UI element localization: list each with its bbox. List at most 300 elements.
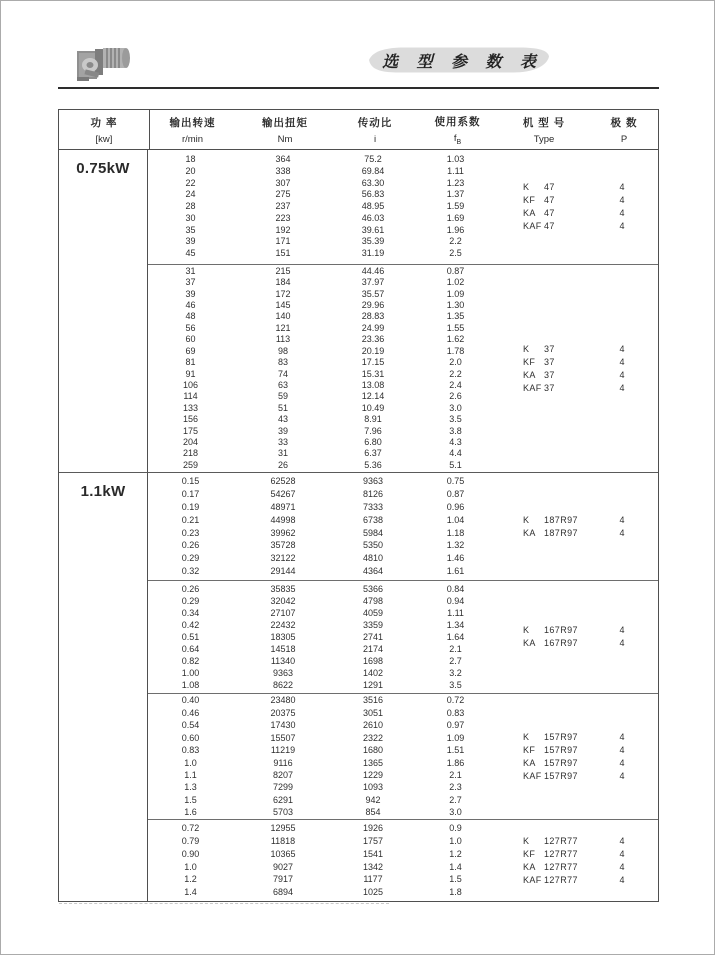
factor-value: 1.96: [446, 224, 465, 235]
torque-value: 83: [277, 357, 288, 368]
model-size: 127R77: [544, 861, 578, 872]
ratio-value: 28.83: [361, 311, 385, 322]
ratio-value: 6.80: [364, 436, 382, 447]
model-prefix: KF: [523, 356, 536, 367]
torque-value: 74: [277, 368, 288, 379]
pole-column: [586, 473, 658, 580]
ratio-value: 29.96: [361, 300, 385, 311]
speed-value: 91: [185, 368, 196, 379]
speed-value: 1.0: [184, 757, 197, 768]
ratio-value: 39.61: [361, 224, 385, 235]
speed-value: 0.15: [181, 476, 200, 487]
model-name: [523, 624, 578, 637]
factor-value: 0.72: [446, 695, 465, 706]
ratio-value: 3359: [362, 620, 384, 630]
table-group: [148, 150, 658, 264]
torque-value: 35728: [270, 540, 296, 551]
factor-value: 0.97: [446, 720, 465, 731]
torque-value: 59: [277, 391, 288, 402]
model-size: 47: [544, 221, 555, 231]
speed-column: [148, 265, 233, 472]
power-section: [59, 150, 658, 472]
ratio-value: 44.46: [361, 265, 385, 276]
factor-value: 0.83: [446, 707, 465, 718]
pole-value: 4: [619, 861, 625, 872]
torque-column: [233, 150, 333, 264]
pole-column: [586, 150, 658, 264]
section-groups: [148, 150, 658, 472]
ratio-value: 17.15: [361, 357, 385, 368]
header-factor: [415, 110, 500, 149]
speed-value: 1.1: [184, 769, 197, 780]
factor-value: 2.2: [449, 368, 462, 379]
speed-value: 45: [185, 247, 196, 258]
model-prefix: K: [523, 625, 530, 635]
factor-value: 2.3: [449, 782, 462, 793]
ratio-value: 63.30: [361, 177, 385, 188]
factor-value: 3.2: [449, 668, 462, 678]
model-name: [523, 835, 578, 848]
speed-value: 1.0: [184, 861, 197, 872]
ratio-value: 1093: [362, 782, 384, 793]
factor-value: 0.9: [449, 823, 462, 834]
factor-value: 0.96: [446, 501, 465, 512]
factor-value: 0.75: [446, 476, 465, 487]
torque-value: 338: [275, 166, 291, 177]
speed-value: 56: [185, 322, 196, 333]
model-prefix: KAF: [523, 770, 542, 781]
speed-value: 1.2: [184, 874, 197, 885]
header-power-zh: 功 率: [90, 116, 118, 129]
torque-column: [233, 820, 333, 901]
ratio-value: 13.08: [361, 379, 385, 390]
ratio-value: 6.37: [364, 448, 382, 459]
pole-value: 4: [619, 208, 625, 218]
model-size: 37: [544, 343, 555, 354]
factor-value: 0.87: [446, 489, 465, 500]
ratio-column: [333, 473, 413, 580]
torque-value: 54267: [270, 489, 296, 500]
ratio-value: 854: [365, 807, 381, 818]
factor-value: 1.78: [446, 345, 465, 356]
speed-value: 106: [182, 379, 199, 390]
speed-value: 22: [185, 177, 196, 188]
torque-value: 9363: [272, 668, 294, 678]
speed-value: 0.40: [181, 695, 200, 706]
model-name: [523, 527, 578, 540]
model-prefix: K: [523, 835, 530, 846]
speed-value: 1.08: [181, 680, 200, 690]
speed-value: 0.42: [181, 620, 200, 630]
torque-value: 23480: [270, 695, 296, 706]
pole-column: [586, 581, 658, 693]
factor-value: 1.4: [449, 861, 462, 872]
ratio-value: 3516: [362, 695, 384, 706]
torque-value: 113: [275, 334, 291, 345]
ratio-value: 3051: [362, 707, 384, 718]
factor-value: 1.5: [449, 874, 462, 885]
torque-value: 9027: [272, 861, 294, 872]
ratio-value: 31.19: [361, 247, 385, 258]
pole-value: 4: [619, 835, 625, 846]
torque-value: 11818: [270, 835, 296, 846]
gearmotor-photo: [73, 37, 137, 89]
ratio-value: 24.99: [361, 322, 385, 333]
model-prefix: KA: [523, 638, 536, 648]
factor-value: 1.64: [446, 632, 465, 642]
model-prefix: K: [523, 343, 530, 354]
factor-value: 3.5: [449, 680, 462, 690]
torque-value: 39962: [270, 527, 296, 538]
factor-value: 1.23: [446, 177, 465, 188]
model-name: [523, 874, 578, 887]
torque-value: 9116: [273, 757, 293, 768]
torque-value: 172: [275, 288, 291, 299]
header-ratio-unit: i: [373, 133, 377, 145]
factor-value: 0.87: [446, 265, 465, 276]
torque-value: 18305: [270, 632, 296, 642]
factor-value: 2.6: [449, 391, 462, 402]
torque-value: 63: [277, 379, 288, 390]
header-torque-unit: Nm: [277, 133, 293, 145]
factor-value: 3.0: [449, 807, 462, 818]
page-title: 选 型 参 数 表: [382, 53, 543, 71]
factor-value: 1.11: [447, 608, 464, 618]
pole-value: 4: [619, 874, 625, 885]
ratio-value: 942: [365, 794, 381, 805]
type-column: [498, 150, 586, 264]
ratio-value: 75.2: [364, 154, 382, 165]
header-power: [59, 110, 150, 149]
factor-value: 1.34: [446, 620, 465, 630]
ratio-value: 5984: [362, 527, 384, 538]
factor-value: 1.55: [446, 322, 465, 333]
model-name: [523, 194, 555, 207]
table-header-row: [59, 110, 658, 150]
table-group: [148, 264, 658, 472]
torque-column: [233, 265, 333, 472]
factor-value: 1.37: [446, 189, 465, 200]
ratio-value: 6738: [362, 514, 384, 525]
speed-value: 0.90: [181, 848, 200, 859]
factor-value: 1.09: [446, 732, 465, 743]
torque-value: 51: [277, 402, 288, 413]
model-prefix: K: [523, 731, 530, 742]
model-size: 127R77: [544, 835, 578, 846]
header-ratio-zh: 传动比: [357, 116, 393, 129]
ratio-value: 2174: [362, 644, 384, 654]
pole-value: 4: [619, 221, 625, 231]
factor-value: 1.04: [446, 514, 465, 525]
model-name: [523, 382, 555, 395]
speed-value: 24: [185, 189, 196, 200]
ratio-value: 7.96: [364, 425, 382, 436]
model-size: 157R97: [544, 744, 578, 755]
ratio-value: 37.97: [361, 277, 385, 288]
torque-value: 11219: [270, 745, 296, 756]
ratio-value: 2610: [362, 720, 384, 731]
speed-value: 1.3: [184, 782, 197, 793]
factor-value: 0.84: [446, 584, 465, 594]
model-size: 167R97: [544, 638, 578, 648]
torque-value: 364: [275, 154, 291, 165]
torque-value: 12955: [270, 823, 296, 834]
speed-value: 46: [185, 300, 196, 311]
ratio-value: 69.84: [361, 166, 385, 177]
speed-value: 0.60: [181, 732, 200, 743]
torque-value: 20375: [270, 707, 296, 718]
ratio-value: 1541: [362, 848, 384, 859]
ratio-value: 2741: [362, 632, 384, 642]
model-size: 37: [544, 382, 555, 393]
speed-value: 0.32: [181, 565, 200, 576]
torque-value: 14518: [270, 644, 296, 654]
speed-value: 0.19: [181, 501, 200, 512]
torque-value: 184: [275, 277, 291, 288]
ratio-column: [333, 694, 413, 819]
torque-column: [233, 581, 333, 693]
speed-column: [148, 150, 233, 264]
model-name: [523, 514, 578, 527]
ratio-value: 1757: [362, 835, 384, 846]
table-group: [148, 473, 658, 580]
model-name: [523, 861, 578, 874]
factor-value: 1.2: [449, 848, 462, 859]
factor-value: 3.8: [449, 425, 462, 436]
factor-value: 2.2: [449, 236, 462, 247]
torque-value: 140: [275, 311, 291, 322]
speed-value: 175: [182, 425, 199, 436]
speed-column: [148, 581, 233, 693]
speed-column: [148, 820, 233, 901]
factor-value: 1.86: [446, 757, 465, 768]
ratio-column: [333, 820, 413, 901]
ratio-column: [333, 581, 413, 693]
speed-value: 28: [185, 201, 196, 212]
ratio-value: 1365: [362, 757, 384, 768]
torque-value: 48971: [270, 501, 296, 512]
speed-value: 0.51: [181, 632, 200, 642]
ratio-value: 1025: [362, 887, 384, 898]
torque-value: 215: [275, 265, 291, 276]
speed-value: 218: [182, 448, 199, 459]
speed-value: 30: [185, 212, 196, 223]
ratio-value: 35.57: [361, 288, 385, 299]
model-name: [523, 848, 578, 861]
model-prefix: KAF: [523, 874, 542, 885]
ratio-value: 2322: [362, 732, 384, 743]
model-name: [523, 181, 555, 194]
header-torque: [235, 110, 335, 149]
header-pole: [588, 110, 660, 149]
type-column: [498, 581, 586, 693]
ratio-column: [333, 265, 413, 472]
torque-column: [233, 694, 333, 819]
ratio-value: 1342: [362, 861, 384, 872]
model-name: [523, 207, 555, 220]
ratio-value: 1402: [362, 668, 384, 678]
factor-value: 1.61: [446, 565, 465, 576]
torque-value: 98: [277, 345, 288, 356]
speed-value: 48: [185, 311, 196, 322]
speed-value: 133: [182, 402, 199, 413]
torque-value: 121: [275, 322, 291, 333]
speed-value: 0.23: [181, 527, 200, 538]
factor-value: 1.02: [446, 277, 465, 288]
factor-value: 1.8: [449, 887, 462, 898]
torque-value: 27107: [270, 608, 296, 618]
speed-value: 0.26: [181, 584, 200, 594]
torque-value: 22432: [270, 620, 296, 630]
ratio-value: 1177: [363, 874, 383, 885]
model-name: [523, 637, 578, 650]
factor-value: 2.1: [449, 644, 462, 654]
torque-value: 31: [277, 448, 288, 459]
speed-value: 60: [185, 334, 196, 345]
torque-value: 44998: [270, 514, 296, 525]
model-prefix: K: [523, 182, 530, 192]
speed-value: 1.6: [184, 807, 197, 818]
factor-value: 1.03: [446, 154, 465, 165]
factor-value: 0.94: [446, 596, 465, 606]
factor-value: 1.51: [446, 745, 465, 756]
torque-value: 145: [275, 300, 291, 311]
speed-value: 0.83: [181, 745, 200, 756]
model-prefix: KF: [523, 848, 536, 859]
model-name: [523, 343, 555, 356]
torque-value: 43: [277, 414, 288, 425]
factor-value: 1.32: [446, 540, 465, 551]
speed-value: 0.54: [181, 720, 200, 731]
model-size: 157R97: [544, 770, 578, 781]
speed-column: [148, 473, 233, 580]
torque-value: 62528: [270, 476, 296, 487]
header-torque-zh: 输出扭矩: [262, 116, 308, 129]
model-name: [523, 744, 578, 757]
factor-value: 1.46: [446, 553, 465, 564]
model-prefix: KAF: [523, 221, 542, 231]
factor-value: 1.18: [446, 527, 465, 538]
ratio-value: 48.95: [361, 201, 385, 212]
factor-value: 2.1: [449, 769, 462, 780]
model-size: 127R77: [544, 848, 578, 859]
pole-value: 4: [619, 757, 625, 768]
speed-value: 0.79: [181, 835, 200, 846]
ratio-value: 9363: [362, 476, 384, 487]
ratio-value: 8.91: [364, 414, 382, 425]
ratio-value: 7333: [362, 501, 384, 512]
header-type: [500, 110, 588, 149]
torque-value: 7917: [272, 874, 294, 885]
pole-value: 4: [619, 382, 625, 393]
torque-value: 17430: [270, 720, 296, 731]
ratio-value: 20.19: [361, 345, 385, 356]
factor-column: [413, 473, 498, 580]
ratio-value: 5.36: [364, 459, 382, 470]
header-factor-unit: $f_B$: [453, 132, 462, 146]
torque-value: 8622: [272, 680, 294, 690]
model-size: 157R97: [544, 757, 578, 768]
torque-value: 307: [275, 177, 291, 188]
table-group: [148, 819, 658, 901]
pole-value: 4: [619, 182, 625, 192]
table-group: [148, 693, 658, 819]
model-name: [523, 369, 555, 382]
ratio-value: 10.49: [361, 402, 385, 413]
model-size: 37: [544, 369, 555, 380]
ratio-value: 1698: [362, 656, 384, 666]
ratio-value: 8126: [362, 489, 384, 500]
header-speed-zh: 输出转速: [169, 116, 216, 129]
power-cell: [59, 473, 148, 901]
power-label: 1.1kW: [80, 483, 126, 500]
factor-value: 1.0: [449, 835, 462, 846]
torque-value: 10365: [270, 848, 296, 859]
speed-value: 204: [182, 436, 199, 447]
factor-value: 1.59: [446, 201, 465, 212]
header-pole-zh: 极 数: [610, 116, 638, 129]
model-prefix: KA: [523, 369, 536, 380]
speed-value: 0.46: [181, 707, 200, 718]
torque-value: 171: [275, 236, 291, 247]
ratio-value: 4059: [362, 608, 384, 618]
torque-value: 26: [277, 459, 288, 470]
torque-value: 33: [277, 436, 288, 447]
model-size: 187R97: [544, 527, 578, 538]
model-prefix: KA: [523, 208, 536, 218]
factor-value: 2.0: [449, 357, 462, 368]
pole-value: 4: [619, 770, 625, 781]
torque-value: 7299: [272, 782, 294, 793]
factor-value: 2.5: [449, 247, 462, 258]
factor-column: [413, 265, 498, 472]
model-name: [523, 731, 578, 744]
speed-value: 69: [185, 345, 196, 356]
model-prefix: KF: [523, 195, 536, 205]
model-name: [523, 757, 578, 770]
ratio-value: 1926: [362, 823, 384, 834]
ratio-value: 56.83: [361, 189, 385, 200]
speed-value: 259: [182, 459, 199, 470]
pole-value: 4: [619, 638, 625, 648]
pole-column: [586, 820, 658, 901]
table-group: [148, 580, 658, 693]
torque-value: 15507: [270, 732, 296, 743]
speed-value: 35: [185, 224, 196, 235]
speed-value: 39: [185, 236, 196, 247]
speed-value: 37: [185, 277, 196, 288]
torque-value: 223: [275, 212, 291, 223]
torque-value: 275: [275, 189, 291, 200]
speed-value: 0.34: [181, 608, 200, 618]
pole-value: 4: [619, 195, 625, 205]
section-groups: [148, 473, 658, 901]
type-column: [498, 473, 586, 580]
speed-value: 1.5: [184, 794, 197, 805]
ratio-column: [333, 150, 413, 264]
ratio-value: 4364: [362, 565, 384, 576]
power-label: 0.75kW: [76, 160, 130, 177]
factor-value: 2.7: [449, 794, 462, 805]
pole-value: 4: [619, 369, 625, 380]
factor-column: [413, 694, 498, 819]
model-size: 37: [544, 356, 555, 367]
header-power-unit: [kw]: [95, 133, 113, 145]
speed-value: 18: [185, 154, 196, 165]
pole-value: 4: [619, 744, 625, 755]
ratio-value: 4810: [362, 553, 384, 564]
speed-value: 1.00: [181, 668, 200, 678]
